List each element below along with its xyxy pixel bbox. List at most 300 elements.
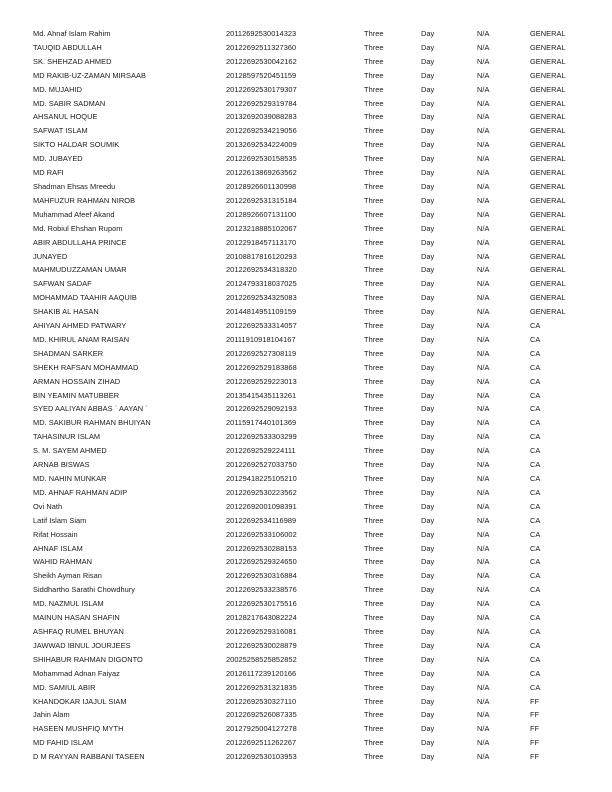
group-cell: CA (530, 626, 541, 636)
student-id-cell: 20122692533238576 (226, 585, 297, 595)
table-row (0, 722, 612, 736)
na-cell: N/A (477, 307, 490, 317)
group-cell: GENERAL (530, 307, 566, 317)
group-cell: CA (530, 321, 541, 331)
row-margin (0, 222, 33, 236)
table-row (0, 83, 612, 97)
shift-cell: Day (421, 195, 435, 205)
row-margin (0, 389, 33, 403)
row-margin (0, 695, 33, 709)
class-level-cell: Three (364, 613, 384, 623)
shift-cell: Day (421, 654, 435, 664)
class-level-cell: Three (364, 404, 384, 414)
shift-cell: Day (421, 710, 435, 720)
na-cell: N/A (477, 126, 490, 136)
shift-cell: Day (421, 557, 435, 567)
row-margin (0, 166, 33, 180)
class-level-cell: Three (364, 432, 384, 442)
row-margin (0, 722, 33, 736)
student-id-cell: 20122692534116989 (226, 515, 297, 525)
na-cell: N/A (477, 140, 490, 150)
na-cell: N/A (477, 668, 490, 678)
class-level-cell: Three (364, 529, 384, 539)
student-id-cell: 20132692039088283 (226, 112, 297, 122)
student-table (0, 27, 612, 764)
shift-cell: Day (421, 738, 435, 748)
table-row (0, 514, 612, 528)
row-margin (0, 569, 33, 583)
class-level-cell: Three (364, 293, 384, 303)
shift-cell: Day (421, 682, 435, 692)
table-row (0, 639, 612, 653)
student-name-cell: JUNAYED (33, 251, 68, 261)
shift-cell: Day (421, 251, 435, 261)
class-level-cell: Three (364, 474, 384, 483)
na-cell: N/A (477, 501, 490, 511)
student-id-cell: 20122692530042162 (226, 56, 297, 66)
shift-cell: Day (421, 348, 435, 358)
student-name-cell: MD. AHNAF RAHMAN ADIP (33, 487, 128, 497)
table-row (0, 444, 612, 458)
na-cell: N/A (477, 474, 490, 483)
student-name-cell: Mohammad Adnan Faiyaz (33, 668, 120, 678)
student-id-cell: 20122613869263562 (226, 168, 297, 178)
row-margin (0, 653, 33, 667)
table-row (0, 180, 612, 194)
group-cell: GENERAL (530, 195, 566, 205)
group-cell: CA (530, 446, 541, 456)
group-cell: GENERAL (530, 112, 566, 122)
group-cell: FF (530, 738, 540, 748)
row-margin (0, 138, 33, 152)
student-id-cell: 20122692529183868 (226, 362, 297, 372)
student-name-cell: Siddhartho Sarathi Chowdhury (33, 585, 136, 595)
student-id-cell: 20122692527033750 (226, 460, 297, 470)
student-name-cell: MD. MUJAHID (33, 84, 82, 94)
shift-cell: Day (421, 515, 435, 525)
na-cell: N/A (477, 529, 490, 539)
student-name-cell: MOHAMMAD TAAHIR AAQUIB (33, 293, 137, 303)
student-name-cell: Rifat Hossain (33, 529, 78, 539)
table-row (0, 361, 612, 375)
student-name-cell: ARMAN HOSSAIN ZIHAD (33, 376, 121, 386)
class-level-cell: Three (364, 265, 384, 275)
row-margin (0, 291, 33, 305)
row-margin (0, 542, 33, 556)
row-margin (0, 124, 33, 138)
shift-cell: Day (421, 571, 435, 581)
student-name-cell: MD. KHIRUL ANAM RAISAN (33, 334, 130, 344)
class-level-cell: Three (364, 724, 384, 734)
shift-cell: Day (421, 529, 435, 539)
group-cell: GENERAL (530, 279, 566, 289)
shift-cell: Day (421, 84, 435, 94)
na-cell: N/A (477, 98, 490, 108)
group-cell: CA (530, 390, 541, 400)
group-cell: CA (530, 418, 541, 428)
na-cell: N/A (477, 710, 490, 720)
na-cell: N/A (477, 154, 490, 164)
na-cell: N/A (477, 279, 490, 289)
student-id-cell: 20122692526087335 (226, 710, 297, 720)
na-cell: N/A (477, 251, 490, 261)
student-id-cell: 20122692533314057 (226, 321, 297, 331)
student-id-cell: 20025258525852852 (226, 654, 297, 664)
student-id-cell: 20128926607131100 (226, 209, 297, 219)
na-cell: N/A (477, 515, 490, 525)
class-level-cell: Three (364, 251, 384, 261)
student-name-cell: MAHFUZUR RAHMAN NIROB (33, 195, 136, 205)
table-row (0, 667, 612, 681)
group-cell: GENERAL (530, 181, 566, 191)
class-level-cell: Three (364, 487, 384, 497)
student-id-cell: 20122692530158535 (226, 154, 297, 164)
table-row (0, 416, 612, 430)
student-id-cell: 20122692530327110 (226, 696, 297, 706)
na-cell: N/A (477, 56, 490, 66)
na-cell: N/A (477, 362, 490, 372)
group-cell: CA (530, 585, 541, 595)
student-id-cell: 20127925004127278 (226, 724, 297, 734)
group-cell: GENERAL (530, 265, 566, 275)
shift-cell: Day (421, 56, 435, 66)
student-id-cell: 20112692530014323 (226, 29, 297, 38)
table-row (0, 277, 612, 291)
group-cell: CA (530, 571, 541, 581)
class-level-cell: Three (364, 682, 384, 692)
student-name-cell: MAHMUDUZZAMAN UMAR (33, 265, 127, 275)
na-cell: N/A (477, 348, 490, 358)
class-level-cell: Three (364, 654, 384, 664)
shift-cell: Day (421, 321, 435, 331)
shift-cell: Day (421, 668, 435, 678)
student-id-cell: 20122692534219056 (226, 126, 297, 136)
class-level-cell: Three (364, 307, 384, 317)
row-margin (0, 41, 33, 55)
shift-cell: Day (421, 696, 435, 706)
class-level-cell: Three (364, 70, 384, 80)
group-cell: GENERAL (530, 154, 566, 164)
student-name-cell: HASEEN MUSHFIQ MYTH (33, 724, 124, 734)
shift-cell: Day (421, 237, 435, 247)
table-row (0, 333, 612, 347)
table-row (0, 124, 612, 138)
table-row (0, 583, 612, 597)
group-cell: CA (530, 404, 541, 414)
student-name-cell: WAHID RAHMAN (33, 557, 93, 567)
class-level-cell: Three (364, 460, 384, 470)
shift-cell: Day (421, 362, 435, 372)
table-row (0, 27, 612, 41)
group-cell: CA (530, 474, 541, 483)
shift-cell: Day (421, 390, 435, 400)
table-row (0, 681, 612, 695)
student-id-cell: 20122692531321835 (226, 682, 297, 692)
table-row (0, 250, 612, 264)
shift-cell: Day (421, 501, 435, 511)
group-cell: CA (530, 362, 541, 372)
table-row (0, 625, 612, 639)
student-name-cell: ARNAB BISWAS (33, 460, 90, 470)
table-row (0, 69, 612, 83)
shift-cell: Day (421, 752, 435, 762)
student-id-cell: 20128926601130998 (226, 181, 297, 191)
student-name-cell: SHIHABUR RAHMAN DIGONTO (33, 654, 143, 664)
class-level-cell: Three (364, 738, 384, 748)
shift-cell: Day (421, 279, 435, 289)
na-cell: N/A (477, 334, 490, 344)
group-cell: GENERAL (530, 29, 566, 38)
table-row (0, 569, 612, 583)
na-cell: N/A (477, 237, 490, 247)
table-row (0, 41, 612, 55)
row-margin (0, 319, 33, 333)
group-cell: GENERAL (530, 84, 566, 94)
table-row (0, 347, 612, 361)
table-row (0, 166, 612, 180)
student-name-cell: SHADMAN SARKER (33, 348, 104, 358)
student-id-cell: 20122692001098391 (226, 501, 297, 511)
class-level-cell: Three (364, 348, 384, 358)
shift-cell: Day (421, 168, 435, 178)
group-cell: CA (530, 501, 541, 511)
student-name-cell: SK. SHEHZAD AHMED (33, 56, 112, 66)
student-id-cell: 20122692534325083 (226, 293, 297, 303)
class-level-cell: Three (364, 501, 384, 511)
student-id-cell: 20122692534318320 (226, 265, 297, 275)
table-row (0, 472, 612, 486)
class-level-cell: Three (364, 29, 384, 38)
row-margin (0, 708, 33, 722)
row-margin (0, 430, 33, 444)
table-row (0, 750, 612, 764)
group-cell: CA (530, 460, 541, 470)
na-cell: N/A (477, 738, 490, 748)
group-cell: GENERAL (530, 237, 566, 247)
shift-cell: Day (421, 626, 435, 636)
class-level-cell: Three (364, 237, 384, 247)
group-cell: GENERAL (530, 251, 566, 261)
student-id-cell: 20122692529223013 (226, 376, 297, 386)
shift-cell: Day (421, 209, 435, 219)
group-cell: GENERAL (530, 223, 566, 233)
table-row (0, 305, 612, 319)
shift-cell: Day (421, 334, 435, 344)
class-level-cell: Three (364, 195, 384, 205)
student-name-cell: SYED AALIYAN ABBAS ` AAYAN ` (33, 404, 148, 414)
na-cell: N/A (477, 168, 490, 178)
student-name-cell: SHEKH RAFSAN MOHAMMAD (33, 362, 139, 372)
student-name-cell: ABIR ABDULLAHA PRINCE (33, 237, 127, 247)
na-cell: N/A (477, 390, 490, 400)
row-margin (0, 528, 33, 542)
group-cell: FF (530, 710, 540, 720)
student-name-cell: BIN YEAMIN MATUBBER (33, 390, 120, 400)
table-row (0, 291, 612, 305)
student-name-cell: MD RAKIB-UZ-ZAMAN MIRSAAB (33, 70, 146, 80)
row-margin (0, 500, 33, 514)
group-cell: CA (530, 529, 541, 539)
shift-cell: Day (421, 98, 435, 108)
row-margin (0, 97, 33, 111)
student-table-body (0, 27, 612, 764)
shift-cell: Day (421, 181, 435, 191)
student-name-cell: Muhammad Afeef Akand (33, 209, 115, 219)
na-cell: N/A (477, 696, 490, 706)
student-id-cell: 20122692529324650 (226, 557, 297, 567)
table-row (0, 319, 612, 333)
group-cell: CA (530, 543, 541, 553)
shift-cell: Day (421, 418, 435, 428)
row-margin (0, 347, 33, 361)
row-margin (0, 208, 33, 222)
na-cell: N/A (477, 640, 490, 650)
student-id-cell: 20122692531315184 (226, 195, 297, 205)
table-row (0, 611, 612, 625)
group-cell: CA (530, 515, 541, 525)
student-id-cell: 20122692529319784 (226, 98, 297, 108)
student-id-cell: 20122692527308119 (226, 348, 297, 358)
student-id-cell: 20132692534224009 (226, 140, 297, 150)
na-cell: N/A (477, 752, 490, 762)
class-level-cell: Three (364, 571, 384, 581)
na-cell: N/A (477, 487, 490, 497)
group-cell: FF (530, 752, 540, 762)
class-level-cell: Three (364, 362, 384, 372)
student-id-cell: 20122692511262267 (226, 738, 297, 748)
student-id-cell: 20122692511327360 (226, 42, 297, 52)
shift-cell: Day (421, 140, 435, 150)
group-cell: GENERAL (530, 209, 566, 219)
class-level-cell: Three (364, 321, 384, 331)
row-margin (0, 444, 33, 458)
group-cell: CA (530, 348, 541, 358)
class-level-cell: Three (364, 98, 384, 108)
row-margin (0, 597, 33, 611)
student-id-cell: 20122692533106002 (226, 529, 297, 539)
shift-cell: Day (421, 446, 435, 456)
row-margin (0, 667, 33, 681)
student-id-cell: 20122692530028879 (226, 640, 297, 650)
class-level-cell: Three (364, 710, 384, 720)
shift-cell: Day (421, 487, 435, 497)
row-margin (0, 152, 33, 166)
row-margin (0, 681, 33, 695)
student-name-cell: SAFWAT ISLAM (33, 126, 88, 136)
row-margin (0, 333, 33, 347)
class-level-cell: Three (364, 543, 384, 553)
student-id-cell: 20122692529316081 (226, 626, 297, 636)
na-cell: N/A (477, 404, 490, 414)
na-cell: N/A (477, 585, 490, 595)
class-level-cell: Three (364, 334, 384, 344)
shift-cell: Day (421, 460, 435, 470)
class-level-cell: Three (364, 599, 384, 609)
shift-cell: Day (421, 154, 435, 164)
row-margin (0, 263, 33, 277)
na-cell: N/A (477, 418, 490, 428)
row-margin (0, 69, 33, 83)
shift-cell: Day (421, 112, 435, 122)
student-name-cell: MD RAFI (33, 168, 64, 178)
shift-cell: Day (421, 404, 435, 414)
student-name-cell: MAINUN HASAN SHAFIN (33, 613, 120, 623)
na-cell: N/A (477, 293, 490, 303)
group-cell: GENERAL (530, 42, 566, 52)
row-margin (0, 55, 33, 69)
student-id-cell: 20144814951109159 (226, 307, 297, 317)
student-id-cell: 20135415435113261 (226, 390, 297, 400)
table-row (0, 528, 612, 542)
na-cell: N/A (477, 376, 490, 386)
na-cell: N/A (477, 613, 490, 623)
row-margin (0, 305, 33, 319)
student-name-cell: Ovi Nath (33, 501, 63, 511)
table-row (0, 736, 612, 750)
row-margin (0, 402, 33, 416)
group-cell: CA (530, 376, 541, 386)
shift-cell: Day (421, 70, 435, 80)
class-level-cell: Three (364, 696, 384, 706)
student-list-sheet (0, 27, 612, 764)
class-level-cell: Three (364, 140, 384, 150)
student-id-cell: 20123218885102067 (226, 223, 297, 233)
class-level-cell: Three (364, 515, 384, 525)
class-level-cell: Three (364, 168, 384, 178)
group-cell: GENERAL (530, 70, 566, 80)
row-margin (0, 194, 33, 208)
table-row (0, 263, 612, 277)
table-row (0, 389, 612, 403)
table-row (0, 55, 612, 69)
na-cell: N/A (477, 557, 490, 567)
row-margin (0, 736, 33, 750)
student-name-cell: TAUQID ABDULLAH (33, 42, 102, 52)
shift-cell: Day (421, 640, 435, 650)
table-row (0, 97, 612, 111)
row-margin (0, 639, 33, 653)
na-cell: N/A (477, 195, 490, 205)
table-row (0, 110, 612, 124)
class-level-cell: Three (364, 626, 384, 636)
group-cell: CA (530, 682, 541, 692)
table-row (0, 542, 612, 556)
student-id-cell: 20122692530175516 (226, 599, 297, 609)
group-cell: GENERAL (530, 126, 566, 136)
student-name-cell: MD. NAZMUL ISLAM (33, 599, 104, 609)
shift-cell: Day (421, 432, 435, 442)
na-cell: N/A (477, 209, 490, 219)
table-row (0, 402, 612, 416)
student-name-cell: ASHFAQ RUMEL BHUYAN (33, 626, 124, 636)
student-id-cell: 20122692530288153 (226, 543, 297, 553)
student-name-cell: MD. SAKIBUR RAHMAN BHUIYAN (33, 418, 151, 428)
student-name-cell: SIKTO HALDAR SOUMIK (33, 140, 120, 150)
student-id-cell: 20124793318037025 (226, 279, 297, 289)
shift-cell: Day (421, 265, 435, 275)
class-level-cell: Three (364, 126, 384, 136)
student-id-cell: 20128597520451159 (226, 70, 297, 80)
student-id-cell: 20108817816120293 (226, 251, 297, 261)
shift-cell: Day (421, 724, 435, 734)
student-name-cell: Sheikh Ayman Risan (33, 571, 102, 581)
student-name-cell: MD. SABIR SADMAN (33, 98, 106, 108)
na-cell: N/A (477, 460, 490, 470)
table-row (0, 695, 612, 709)
table-row (0, 653, 612, 667)
class-level-cell: Three (364, 585, 384, 595)
student-id-cell: 20122692530316884 (226, 571, 297, 581)
